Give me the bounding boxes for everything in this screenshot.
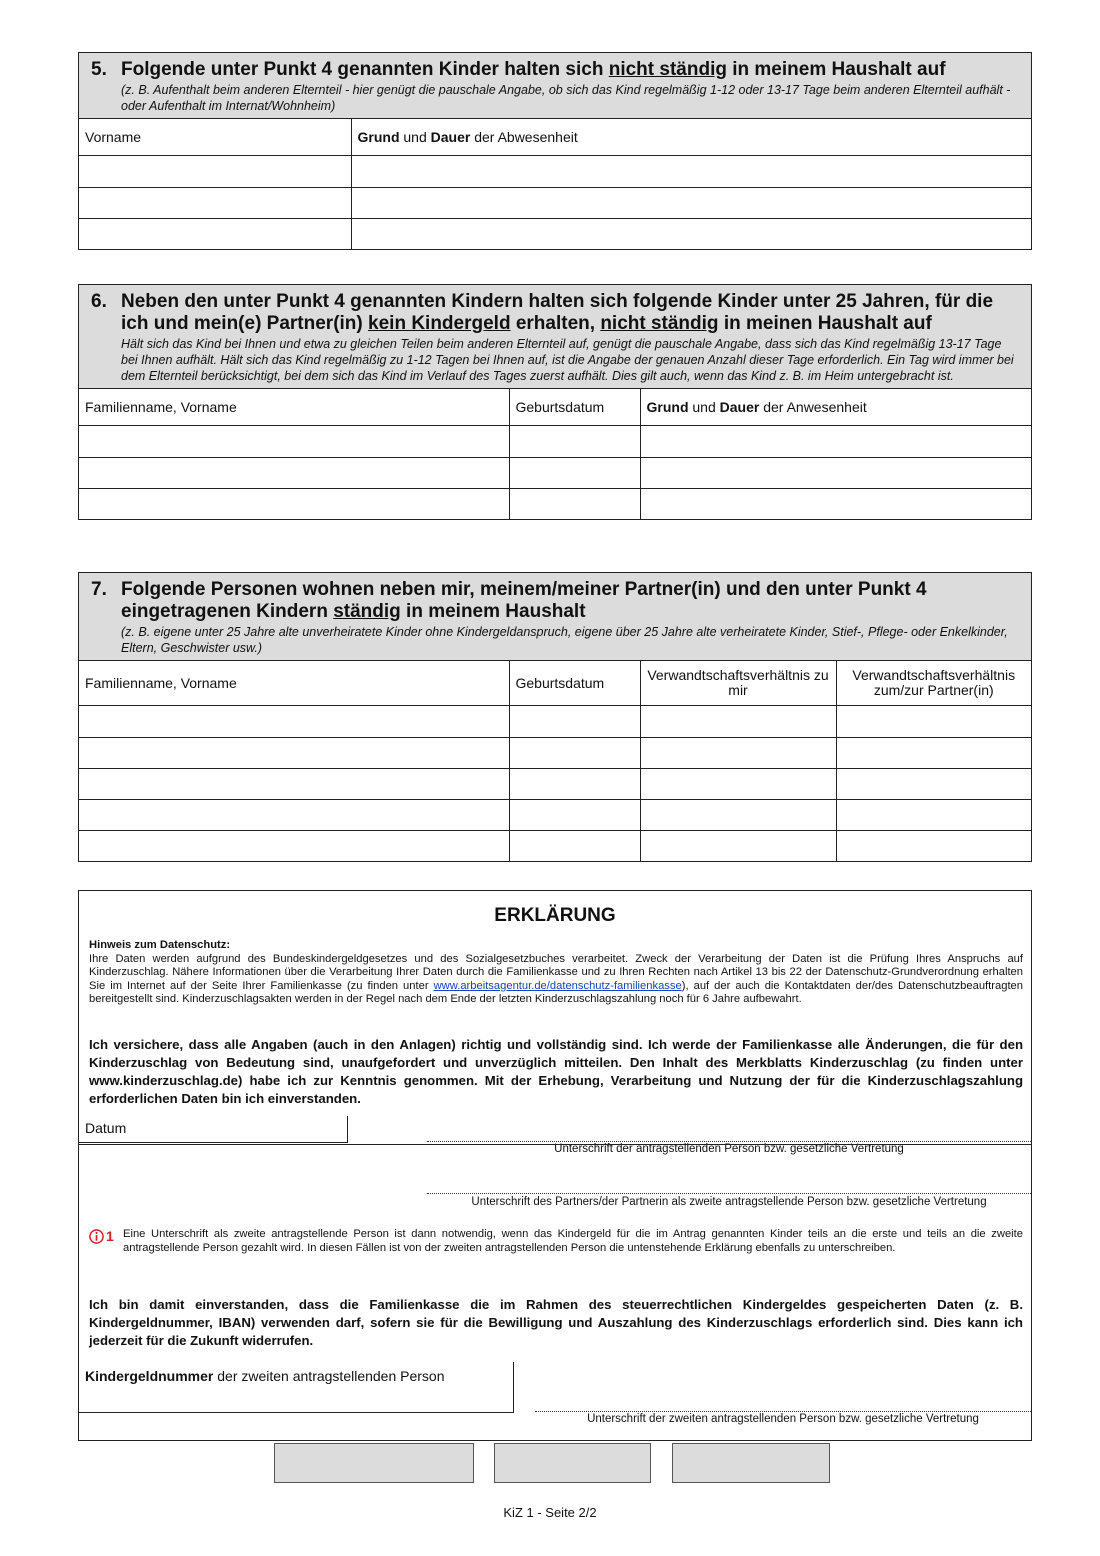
section-7-table — [79, 661, 1031, 861]
vorname-field[interactable] — [79, 155, 351, 187]
section-5-table — [79, 119, 1031, 249]
geburtsdatum-field[interactable] — [509, 768, 640, 799]
vorname-field[interactable] — [79, 187, 351, 218]
geburtsdatum-field[interactable] — [509, 488, 640, 519]
table-row — [79, 705, 1031, 737]
col-header-geburtsdatum: Geburtsdatum — [509, 661, 640, 705]
datenschutz-heading: Hinweis zum Datenschutz: — [89, 939, 231, 951]
section-6 — [78, 284, 1032, 520]
page-footer: KiZ 1 - Seite 2/2 — [503, 1505, 597, 1520]
col-header-geburtsdatum: Geburtsdatum — [509, 389, 640, 425]
datenschutz-text: Ihre Daten werden aufgrund des Bundeskindergeldgesetzes und des Sozialgesetzbuches verarbeitet. Zweck der Verarbeitung der Daten ist die Prüfung Ihres Anspruchs auf Kinderzuschlag. Nähere Informationen über die Verarbeitung Ihrer Daten durch die Familienkasse und zu Ihren Rechten nach Artikel 13 bis 22 der Datenschutz-Grundverordnung erhalten Sie im Internet auf der Seite Ihrer Familienkasse (zu finden unter www.arbeitsagentur.de/datenschutz-familienkasse), auf der auch die Kontaktdaten der/des Datenschutzbeauftragten bereitgestellt sind. Kinderzuschlagsakten werden in der Regel nach dem Ende der letzten Kinderzuschlagszahlung noch für 6 Jahre aufbewahrt. — [89, 952, 1023, 1005]
signature-label-3: Unterschrift der zweiten antragstellenden Person bzw. gesetzliche Vertretung — [587, 1413, 979, 1425]
name-field[interactable] — [79, 457, 509, 488]
datum-label: Datum — [85, 1120, 127, 1136]
signature-label-2: Unterschrift des Partners/der Partnerin als zweite antragstellende Person bzw. gesetzliche Vertretung — [471, 1196, 987, 1208]
grund-dauer-field[interactable] — [351, 155, 1031, 187]
datum-field[interactable] — [79, 1116, 348, 1143]
col-header-grund-dauer: Grund und Dauer der Abwesenheit — [351, 119, 1031, 155]
table-row — [79, 488, 1031, 519]
verwandtschaft-partner-field[interactable] — [836, 737, 1031, 768]
table-row — [79, 155, 1031, 187]
table-row — [79, 187, 1031, 218]
table-row — [79, 425, 1031, 457]
section-7 — [78, 572, 1032, 862]
table-row — [79, 737, 1031, 768]
col-header-name: Familienname, Vorname — [79, 389, 509, 425]
section-6-header — [79, 285, 1031, 389]
info-text: Eine Unterschrift als zweite antragstellende Person ist dann notwendig, wenn das Kindergeld für die im Antrag genannten Kinder teils an die erste und teils an die zweite antragstellende Person gezahlt wird. In diesen Fällen ist von der zweiten antragstellenden Person die untenstehende Erklärung ebenfalls zu unterschreiben. — [123, 1228, 1023, 1254]
vorname-field[interactable] — [79, 218, 351, 249]
geburtsdatum-field[interactable] — [509, 799, 640, 830]
form-box-1[interactable] — [274, 1443, 474, 1483]
grund-dauer-field[interactable] — [640, 488, 1031, 519]
name-field[interactable] — [79, 705, 509, 737]
section-5 — [78, 52, 1032, 250]
verwandtschaft-mir-field[interactable] — [640, 705, 836, 737]
info-note — [89, 1228, 1023, 1255]
erklaerung-box — [78, 890, 1032, 1441]
grund-dauer-field[interactable] — [640, 425, 1031, 457]
table-row — [79, 830, 1031, 861]
form-box-3[interactable] — [672, 1443, 830, 1483]
geburtsdatum-field[interactable] — [509, 737, 640, 768]
col-header-grund-dauer: Grund und Dauer der Anwesenheit — [640, 389, 1031, 425]
name-field[interactable] — [79, 488, 509, 519]
section-5-note: (z. B. Aufenthalt beim anderen Elternteil - hier genügt die pauschale Angabe, ob sich das Kind regelmäßig 1-12 oder 13-17 Tage beim anderen Elternteil aufhält - oder Aufenthalt im Internat/Wohnheim) — [121, 83, 1011, 113]
name-field[interactable] — [79, 737, 509, 768]
verwandtschaft-partner-field[interactable] — [836, 768, 1031, 799]
table-row — [79, 218, 1031, 249]
datenschutz-link[interactable]: www.arbeitsagentur.de/datenschutz-familienkasse — [433, 979, 682, 992]
signature-line-1[interactable] — [427, 1141, 1031, 1142]
signature-line-3[interactable] — [535, 1411, 1031, 1412]
col-header-verwandtschaft-partner: Verwandtschaftsverhältnis zum/zur Partner(in) — [836, 661, 1031, 705]
section-6-title: 6. Neben den unter Punkt 4 genannten Kindern halten sich folgende Kinder unter 25 Jahren, für die ich und mein(e) Partner(in) kein Kindergeld erhalten, nicht ständig in meinen Haushalt auf — [91, 291, 994, 334]
kindergeldnummer-label: Kindergeldnummer der zweiten antragstellenden Person — [85, 1368, 445, 1384]
kindergeldnummer-field[interactable] — [79, 1362, 514, 1413]
grund-dauer-field[interactable] — [640, 457, 1031, 488]
section-6-note: Hält sich das Kind bei Ihnen und etwa zu gleichen Teilen beim anderen Elternteil auf, genügt die pauschale Angabe, dass sich das Kind regelmäßig 13-17 Tage bei Ihnen aufhält. Hält sich das Kind regelmäßig zu 1-12 Tagen bei Ihnen auf, ist die Angabe der genauen Anzahl dieser Tage erforderlich. Ein Tag wird immer bei dem Elternteil berücksichtigt, bei dem sich das Kind im Verlauf des Tages zuerst aufhält. Dies gilt auch, wenn das Kind z. B. im Heim untergebracht ist. — [121, 337, 1014, 383]
verwandtschaft-mir-field[interactable] — [640, 799, 836, 830]
grund-dauer-field[interactable] — [351, 187, 1031, 218]
name-field[interactable] — [79, 425, 509, 457]
geburtsdatum-field[interactable] — [509, 425, 640, 457]
name-field[interactable] — [79, 830, 509, 861]
section-7-title: 7. Folgende Personen wohnen neben mir, meinem/meiner Partner(in) und den unter Punkt 4 eingetragenen Kindern ständig in meinem Haushalt — [91, 579, 927, 622]
grund-dauer-field[interactable] — [351, 218, 1031, 249]
verwandtschaft-mir-field[interactable] — [640, 830, 836, 861]
table-row — [79, 768, 1031, 799]
section-6-table — [79, 389, 1031, 519]
name-field[interactable] — [79, 768, 509, 799]
info-icon: 1 — [89, 1228, 123, 1255]
signature-label-1: Unterschrift der antragstellenden Person bzw. gesetzliche Vertretung — [554, 1143, 904, 1155]
datenschutz-hinweis — [89, 939, 1023, 1007]
divider — [79, 1144, 1031, 1145]
section-5-title: 5. Folgende unter Punkt 4 genannten Kinder halten sich nicht ständig in meinem Haushalt auf — [91, 59, 946, 80]
col-header-verwandtschaft-mir: Verwandtschaftsverhältnis zu mir — [640, 661, 836, 705]
section-7-note: (z. B. eigene unter 25 Jahre alte unverheiratete Kinder ohne Kindergeldanspruch, eigene über 25 Jahre alte verheiratete Kinder, Stief-, Pflege- oder Enkelkinder, Eltern, Geschwister usw.) — [121, 625, 1008, 655]
geburtsdatum-field[interactable] — [509, 705, 640, 737]
geburtsdatum-field[interactable] — [509, 830, 640, 861]
col-header-name: Familienname, Vorname — [79, 661, 509, 705]
col-header-vorname: Vorname — [79, 119, 351, 155]
section-7-header — [79, 573, 1031, 661]
versicherung-text: Ich versichere, dass alle Angaben (auch in den Anlagen) richtig und vollständig sind. Ich werde der Familienkasse alle Änderungen, die für den Kinderzuschlag von Bedeutung sind, unaufgefordert und unverzüglich mitteilen. Den Inhalt des Merkblatts Kinderzuschlag (zu finden unter www.kinderzuschlag.de) habe ich zur Kenntnis genommen. Mit der Erhebung, Verarbeitung und Nutzung der für die Kinderzuschlagszahlung erforderlichen Daten bin ich einverstanden. — [89, 1037, 1023, 1106]
section-5-header — [79, 53, 1031, 119]
erklaerung-title: ERKLÄRUNG — [494, 905, 616, 926]
verwandtschaft-partner-field[interactable] — [836, 799, 1031, 830]
verwandtschaft-mir-field[interactable] — [640, 768, 836, 799]
table-row — [79, 799, 1031, 830]
signature-line-2[interactable] — [427, 1193, 1031, 1194]
verwandtschaft-partner-field[interactable] — [836, 705, 1031, 737]
verwandtschaft-mir-field[interactable] — [640, 737, 836, 768]
geburtsdatum-field[interactable] — [509, 457, 640, 488]
form-box-2[interactable] — [494, 1443, 651, 1483]
table-row — [79, 457, 1031, 488]
verwandtschaft-partner-field[interactable] — [836, 830, 1031, 861]
einverstaendnis-text: Ich bin damit einverstanden, dass die Familienkasse die im Rahmen des steuerrechtlichen Kindergeldes gespeicherten Daten (z. B. Kindergeldnummer, IBAN) verwenden darf, sofern sie für die Bewilligung und Auszahlung des Kinderzuschlags erforderlich sind. Dies kann ich jederzeit für die Zukunft widerrufen. — [89, 1297, 1023, 1348]
name-field[interactable] — [79, 799, 509, 830]
